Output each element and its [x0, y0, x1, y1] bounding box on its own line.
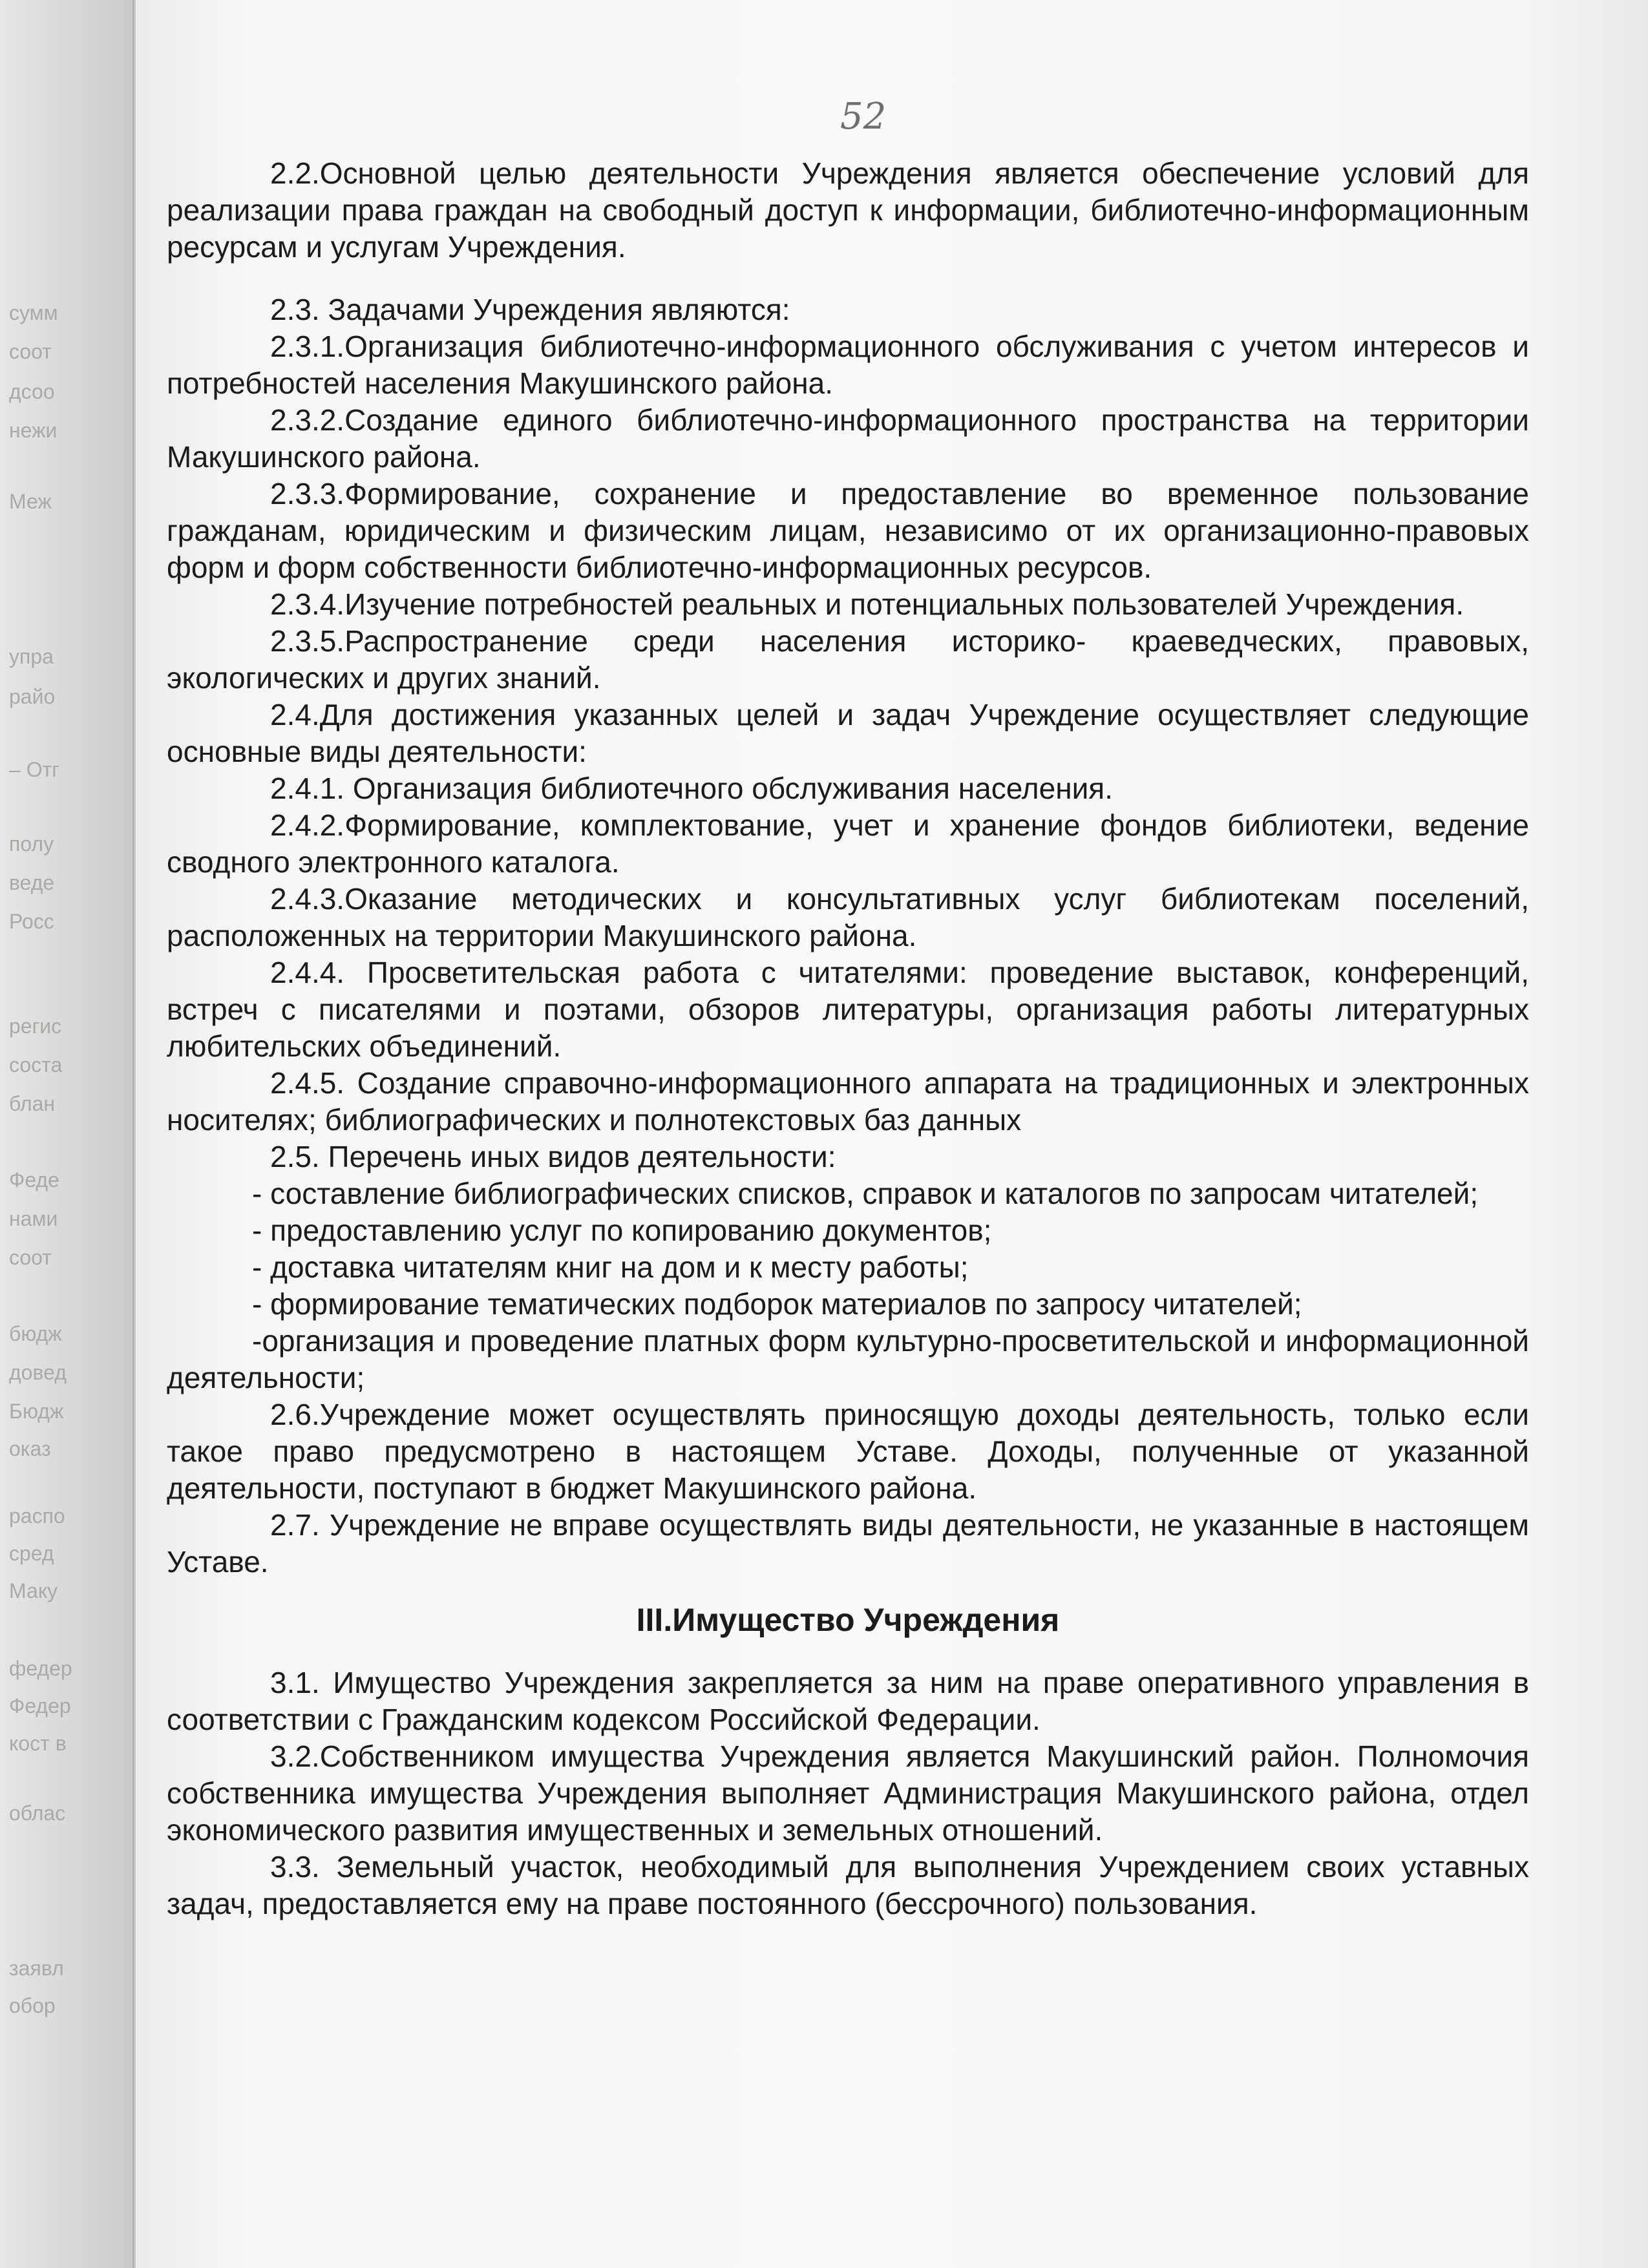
list-item: - формирование тематических подборок материалов по запросу читателей;	[252, 1287, 1302, 1321]
margin-fragment: облас	[9, 1801, 66, 1825]
paragraph-2-2: 2.2.Основной целью деятельности Учреждения является обеспечение условий для реализации права граждан на свободный доступ к информации, библиотечно-информационным ресурсам и услугам Учреждения.	[167, 156, 1529, 264]
list-item: -организация и проведение платных форм культурно-просветительской и информационной деятельности;	[167, 1324, 1529, 1394]
section-heading: III.Имущество Учреждения	[636, 1602, 1060, 1638]
paragraph-3-1: 3.1. Имущество Учреждения закрепляется за ним на праве оперативного управления в соответствии с Гражданским кодексом Российской Федерации.	[167, 1666, 1529, 1736]
paragraph-2-6: 2.6.Учреждение может осуществлять приносящую доходы деятельность, только если такое право предусмотрено в настоящем Уставе. Доходы, полученные от указанной деятельности, поступают в бюджет Макушинского района.	[167, 1398, 1529, 1505]
list-item: - предоставлению услуг по копированию документов;	[252, 1213, 992, 1247]
paragraph-2-7: 2.7. Учреждение не вправе осуществлять виды деятельности, не указанные в настоящем Уставе.	[167, 1508, 1529, 1579]
list-item: - составление библиографических списков, справок и каталогов по запросам читателей;	[252, 1177, 1479, 1210]
margin-fragment: регис	[9, 1014, 62, 1038]
paragraph-2-4-3: 2.4.3.Оказание методических и консультативных услуг библиотекам поселений, расположенных на территории Макушинского района.	[167, 882, 1529, 952]
margin-fragment: нами	[9, 1207, 58, 1230]
margin-fragment: распо	[9, 1504, 65, 1528]
margin-fragment: обор	[9, 1994, 56, 2017]
margin-fragment: Феде	[9, 1168, 59, 1192]
margin-fragment: довед	[9, 1361, 67, 1384]
margin-fragment: бюдж	[9, 1322, 62, 1345]
paragraph-2-3-4: 2.3.4.Изучение потребностей реальных и потенциальных пользователей Учреждения.	[270, 587, 1464, 621]
paragraph-gap	[167, 266, 1529, 291]
paragraph-2-5: 2.5. Перечень иных видов деятельности:	[270, 1140, 836, 1173]
paragraph-2-3-3: 2.3.3.Формирование, сохранение и предоставление во временное пользование гражданам, юридическим и физическим лицам, независимо от их организационно-правовых форм и форм собственности библиотечно-информационных ресурсов.	[167, 477, 1529, 584]
margin-fragment: дсоо	[9, 380, 55, 403]
margin-fragment: заявл	[9, 1957, 64, 1980]
paragraph-2-4-5: 2.4.5. Создание справочно-информационного аппарата на традиционных и электронных носителях; библиографических и полнотекстовых баз данных	[167, 1066, 1529, 1137]
paragraph-2-4: 2.4.Для достижения указанных целей и задач Учреждение осуществляет следующие основные виды деятельности:	[167, 698, 1529, 768]
margin-fragment: райо	[9, 685, 56, 708]
margin-fragment: полу	[9, 832, 54, 856]
paragraph-2-4-1: 2.4.1. Организация библиотечного обслуживания населения.	[270, 772, 1113, 805]
margin-fragment: соот	[9, 1246, 52, 1269]
margin-fragment: – Отг	[9, 758, 59, 781]
page-edge	[132, 0, 134, 2268]
margin-fragment: Росс	[9, 910, 54, 933]
paragraph-2-3-5: 2.3.5.Распространение среди населения историко- краеведческих, правовых, экологических и других знаний.	[167, 624, 1529, 695]
paragraph-2-3-1: 2.3.1.Организация библиотечно-информационного обслуживания с учетом интересов и потребностей населения Макушинского района.	[167, 330, 1529, 400]
paragraph-2-4-2: 2.4.2.Формирование, комплектование, учет и хранение фондов библиотеки, ведение сводного электронного каталога.	[167, 808, 1529, 879]
margin-fragment: веде	[9, 871, 55, 894]
document-body	[167, 155, 1529, 1922]
margin-fragment: упра	[9, 645, 54, 668]
margin-fragment: блан	[9, 1092, 56, 1115]
margin-fragment: Маку	[9, 1579, 58, 1602]
margin-fragment: Федер	[9, 1694, 71, 1717]
margin-fragment: сред	[9, 1542, 54, 1565]
paragraph-2-3: 2.3. Задачами Учреждения являются:	[270, 293, 790, 326]
margin-fragment: оказ	[9, 1437, 51, 1460]
margin-fragment: кост в	[9, 1732, 67, 1755]
margin-fragment: соот	[9, 340, 52, 363]
margin-fragment: Бюдж	[9, 1400, 64, 1423]
list-item: - доставка читателям книг на дом и к месту работы;	[252, 1250, 969, 1284]
paragraph-2-4-4: 2.4.4. Просветительская работа с читателями: проведение выставок, конференций, встреч с писателями и поэтами, обзоров литературы, организация работы литературных любительских объединений.	[167, 956, 1529, 1063]
margin-fragment: федер	[9, 1657, 72, 1680]
margin-fragment: нежи	[9, 419, 58, 442]
margin-fragment: сумм	[9, 301, 58, 324]
paragraph-3-3: 3.3. Земельный участок, необходимый для выполнения Учреждением своих уставных задач, предоставляется ему на праве постоянного (бессрочного) пользования.	[167, 1850, 1529, 1920]
page-number: 52	[840, 96, 887, 138]
paragraph-2-3-2: 2.3.2.Создание единого библиотечно-информационного пространства на территории Макушинского района.	[167, 403, 1529, 474]
margin-fragment: соста	[9, 1053, 63, 1076]
margin-fragment: Меж	[9, 490, 52, 513]
paragraph-3-2: 3.2.Собственником имущества Учреждения является Макушинский район. Полномочия собственника имущества Учреждения выполняет Администрация Макушинского района, отдел экономического развития имущественных и земельных отношений.	[167, 1739, 1529, 1847]
